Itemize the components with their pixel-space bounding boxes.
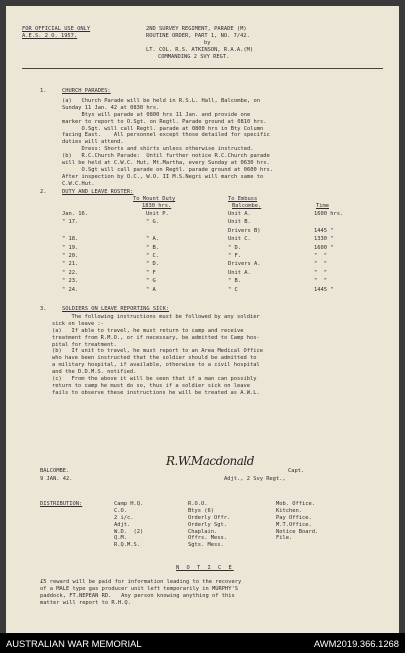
roster-cell-date: " 19. <box>62 244 79 251</box>
roster-cell-time: " " <box>314 278 327 285</box>
signatory-appointment: Adjt., 2 Svy Regt., <box>224 476 286 482</box>
section-1-line: Btys will parade at 0800 hrs 11 Jan. and provide one <box>62 111 251 118</box>
order-title-unit: COMMANDING 2 SVY REGT. <box>158 54 230 60</box>
section-3-line: (a) If able to travel, he must return to camp and receive <box>52 327 244 334</box>
roster-cell-date: " 23. <box>62 278 79 285</box>
reference-number: A.E.S. 2 O. 1957. <box>22 33 78 39</box>
notice-line: matter will report to R.H.Q. <box>40 599 131 606</box>
roster-cell-embuss: Unit C. <box>228 236 251 243</box>
section-1-line: duties will attend. <box>62 139 124 146</box>
roster-cell-embuss: Unit B. <box>228 219 251 226</box>
section-1-line: O.Sgt will call parade on Regtl. parade ground at 0600 hrs. <box>62 166 273 173</box>
roster-cell-embuss: Unit A. <box>228 269 251 276</box>
roster-cell-unit: " B. <box>146 244 159 251</box>
distribution-entry: Mob. Office. <box>276 501 315 507</box>
roster-cell-time: " " <box>314 269 327 276</box>
roster-cell-date: " 20. <box>62 253 79 259</box>
distribution-entry: 2 i/c. <box>114 514 134 521</box>
section-3-line: (c) From the above it will be seen that if a man can possibly <box>52 376 257 383</box>
section-1-body <box>62 98 273 188</box>
section-1-line: C.W.C.Hut. <box>62 180 95 187</box>
section-3-line: treatment from R.M.O., or if necessary, be admitted to Camp hos- <box>52 334 260 341</box>
roster-cell-date: Jan. 16. <box>62 211 88 217</box>
notice-line: of a MALE type gas producer unit left temporarily in MURPHY'S <box>40 585 238 592</box>
col-embuss-place: Balcombe. <box>232 203 262 209</box>
roster-cell-date: " 22. <box>62 269 79 276</box>
distribution-entry: R.Q.M.S. <box>114 542 140 549</box>
distribution-label: DISTRIBUTION: <box>40 501 83 507</box>
col-embuss: To Embuss <box>228 196 258 202</box>
section-2-heading: DUTY AND LEAVE ROSTER: <box>62 189 134 195</box>
roster-cell-unit: " G. <box>146 219 159 226</box>
section-1-heading: CHURCH PARADES: <box>62 88 111 94</box>
section-1-number: 1. <box>40 88 47 94</box>
roster-cell-time: " " <box>314 253 327 259</box>
section-1-line: marker to report to O.Sgt. on Regtl. Parade ground at 0810 hrs. <box>62 118 267 125</box>
section-1-line: facing East. All personnel except those detailed for specific <box>62 132 270 139</box>
roster-cell-embuss: " C <box>228 286 238 293</box>
archive-reference: AWM2019.366.1268 <box>313 637 399 649</box>
roster-cell-time: 1600 " <box>314 244 334 251</box>
signature: R.W.Macdonald <box>166 454 254 468</box>
roster-cell-unit: " C. <box>146 253 159 259</box>
section-1-line: O.Sgt. will call Regtl. parade at 0800 hrs in Bty Column <box>62 125 264 132</box>
document-page <box>6 6 399 633</box>
section-1-line: will be held at C.W.C. Hut, Mt.Martha, every Sunday at 0630 hrs. <box>62 160 270 167</box>
roster-cell-embuss: " B. <box>228 278 241 285</box>
roster-cell-time: 1600 hrs. <box>314 211 344 217</box>
distribution-entry: C.O. <box>114 507 127 514</box>
distribution-entry: Orderly Offr. <box>188 514 231 521</box>
section-3-line: (b) If unit to travel, he must report to an Area Medical Office <box>52 348 263 355</box>
distribution-entry: Offrs. Mess. <box>188 535 227 542</box>
distribution-entry: Camp H.Q. <box>114 501 144 507</box>
section-3-line: pital for treatment. <box>52 341 117 348</box>
distribution-entry: Adjt. <box>114 521 131 528</box>
roster-cell-time: " " <box>314 261 327 268</box>
roster-cell-unit: " A. <box>146 236 159 243</box>
section-3-heading: SOLDIERS ON LEAVE REPORTING SICK: <box>62 306 170 312</box>
distribution-entry: Chaplain. <box>188 528 218 535</box>
distribution-entry: Kitchen. <box>276 507 302 514</box>
place: BALCOMBE. <box>40 468 70 474</box>
section-3-line: The following instructions must be followed by any soldier <box>52 314 260 320</box>
roster-cell-date: " 18. <box>62 236 79 243</box>
section-1-line: (a) Church Parade will be held in R.S.L. Hall, Balcombe, on <box>62 98 260 104</box>
order-title-line-1: 2ND SURVEY REGIMENT, PARADE (M) <box>146 26 247 32</box>
col-mount-time: 1830 hrs. <box>142 203 172 209</box>
roster-cell-embuss: Drivers A. <box>228 261 261 268</box>
roster-cell-date: " 24. <box>62 286 79 293</box>
roster-cell-embuss: " D. <box>228 244 241 251</box>
section-3-body <box>52 314 263 397</box>
roster-cell-unit: " F <box>146 269 156 276</box>
roster-cell-unit: " G <box>146 278 156 285</box>
archive-footer <box>0 633 405 653</box>
roster-cell-time: 1330 " <box>314 236 334 243</box>
roster-cell-embuss: " F. <box>228 253 241 259</box>
distribution-entry: Q.M. <box>114 535 127 542</box>
notice-heading: N O T I C E <box>176 565 234 571</box>
section-3-number: 3. <box>40 306 47 312</box>
roster-cell-unit: Unit P. <box>146 211 169 217</box>
col-time: Time <box>316 203 329 209</box>
section-1-line: Dress: Shorts and shirts unless otherwise instructed. <box>62 146 254 153</box>
roster-cell-date: " 17. <box>62 219 79 226</box>
notice-line: paddock, FT.NEPEAN RD. Any person knowing anything of this <box>40 592 235 599</box>
distribution-entry: Pay Office. <box>276 514 312 521</box>
section-3-line: and the D.D.M.S. notified. <box>52 369 137 376</box>
distribution-entry: M.T.Office. <box>276 521 312 528</box>
section-3-line: return to camp he must do so, thus if a soldier sick on leave <box>52 382 250 389</box>
distribution-col-3 <box>276 501 318 542</box>
distribution-entry: File. <box>276 535 293 542</box>
roster-cell-date: " 21. <box>62 261 79 268</box>
section-3-line: a military hospital, if available, otherwise to a civil hospital <box>52 362 260 369</box>
distribution-entry: Btys (6) <box>188 507 214 514</box>
header-rule <box>22 68 383 69</box>
order-title-by: by <box>204 40 211 46</box>
section-1-line: Sunday 11 Jan. 42 at 0830 hrs. <box>62 104 160 111</box>
roster-cell-time: 1445 " <box>314 286 334 293</box>
date: 9 JAN. 42. <box>40 476 73 482</box>
col-mount-duty: To Mount Duty <box>133 196 176 202</box>
distribution-col-2 <box>188 501 230 549</box>
classification-mark: FOR OFFICIAL USE ONLY <box>22 26 91 32</box>
section-1-line: After inspection by O.C., W.O. II M.S.Negri will march same to <box>62 173 264 180</box>
section-2-number: 2. <box>40 189 47 195</box>
signatory-rank: Capt. <box>288 468 305 474</box>
distribution-entry: Orderly Sgt. <box>188 521 227 528</box>
section-3-line: fails to observe these instructions he will be treated as A.W.L. <box>52 389 260 396</box>
section-3-line: who have been instructed that the soldier should be admitted to <box>52 355 257 362</box>
roster-cell-embuss: Drivers B) <box>228 227 261 234</box>
roster-cell-embuss: Unit A. <box>228 211 251 217</box>
distribution-col-1 <box>114 501 143 549</box>
distribution-entry: R.O.O. <box>188 501 208 507</box>
notice-body <box>40 579 241 607</box>
notice-line: £5 reward will be paid for information leading to the recovery <box>40 579 242 585</box>
roster-cell-time: 1445 " <box>314 227 334 234</box>
section-3-line: sick on leave :- <box>52 320 104 327</box>
order-title-line-2: ROUTINE ORDER, PART 1, NO. 7/42. <box>146 33 250 39</box>
section-1-line: (b) R.C.Church Parade: Until further notice R.C.Church parade <box>62 153 270 160</box>
archive-name: AUSTRALIAN WAR MEMORIAL <box>6 637 142 649</box>
roster-cell-unit: " A <box>146 286 156 293</box>
roster-cell-unit: " D. <box>146 261 159 268</box>
distribution-entry: W.D. (2) <box>114 528 144 535</box>
distribution-entry: Notice Board. <box>276 528 319 535</box>
distribution-entry: Sgts. Mess. <box>188 542 224 549</box>
order-title-commander: LT. COL. R.S. ATKINSON, R.A.A.(M) <box>146 47 254 53</box>
